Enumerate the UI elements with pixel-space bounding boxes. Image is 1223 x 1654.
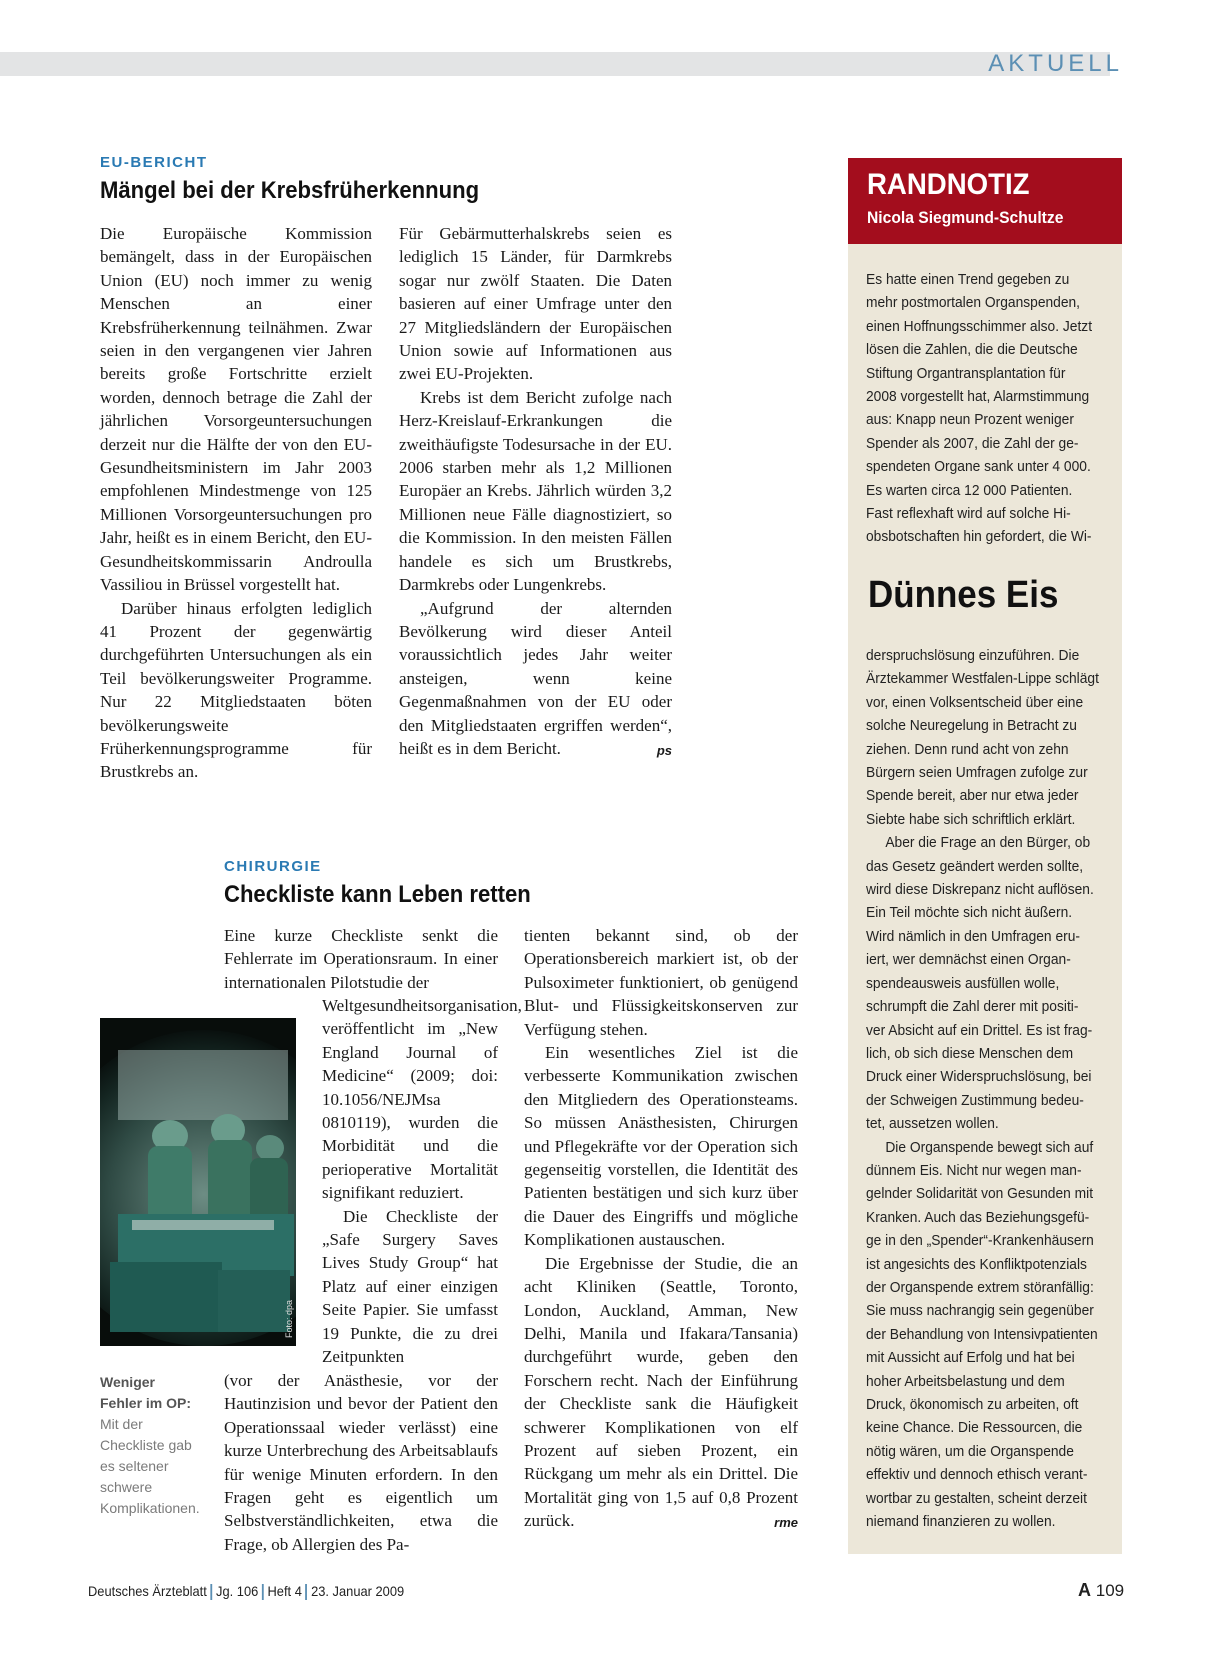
- article1-paragraph: Für Gebärmutterhalskrebs seien es lediglich 15 Länder, für Darmkrebs sogar nur zwölf Staaten. Die Daten basieren auf einer Umfrage unter den 27 Mitgliedsländern der Europäischen Union sowie auf Informationen aus zwei EU-Projekten.: [399, 224, 672, 384]
- article1-author-signature: ps: [656, 742, 672, 758]
- randnotiz-line: vor, einen Volksentscheid über eine: [866, 693, 1084, 711]
- randnotiz-line: spendeten Organe sank unter 4 000.: [866, 458, 1091, 476]
- randnotiz-line: das Gesetz geändert werden sollte,: [866, 857, 1084, 875]
- article1-paragraph: [399, 597, 672, 761]
- randnotiz-line: Aber die Frage an den Bürger, ob: [885, 834, 1091, 852]
- randnotiz-line: derspruchslösung einzuführen. Die: [866, 647, 1080, 664]
- randnotiz-line: Es warten circa 12 000 Patienten.: [866, 481, 1073, 499]
- randnotiz-line: Spende bereit, aber nur etwa jeder: [866, 787, 1079, 805]
- header-bar: [0, 52, 1110, 76]
- randnotiz-line: solche Neuregelung in Betracht zu: [866, 717, 1077, 735]
- article1-column-1: [100, 222, 372, 784]
- randnotiz-line: ist angesichts des Konfliktpotenzials: [866, 1255, 1087, 1273]
- randnotiz-line: iert, wer demnächst einen Organ-: [866, 951, 1071, 969]
- randnotiz-line: ziehen. Denn rund acht von zehn: [866, 740, 1069, 758]
- randnotiz-line: effektiv und dennoch ethisch verant-: [866, 1466, 1088, 1484]
- article2-column-2: [524, 924, 798, 1535]
- journal-name: Deutsches Ärzteblatt: [88, 1583, 207, 1599]
- article2-paragraph: [524, 1252, 798, 1533]
- journal-date: 23. Januar 2009: [311, 1583, 405, 1599]
- article2-column-1-wrap: [322, 994, 522, 1369]
- article2-paragraph: Eine kurze Checkliste senkt die Fehlerrate im Operationsraum. In einer internationalen Pilotstudie der: [224, 926, 498, 992]
- randnotiz-line: Druck, ökonomisch zu arbeiten, oft: [866, 1396, 1079, 1413]
- article1-kicker: EU-BERICHT: [100, 154, 208, 171]
- article1-paragraph: Die Europäische Kommission bemängelt, dass in der Europäischen Union (EU) noch immer zu wenig Menschen an einer Krebsfrüherkennung teilnähmen. Zwar seien in den vergangenen vier Jahren bereits große Fortschritte erzielt worden, dennoch betrage die Zahl der jährlichen Vorsorgeuntersuchungen derzeit nur die Hälfte der von den EU-Gesundheitsministern im Jahr 2003 empfohlenen Mindestmenge von 125 Millionen Vorsorgeuntersuchungen pro Jahr, heißt es in einem Bericht, den EU-Gesundheitskommissarin Androulla Vassiliou in Brüssel vorgestellt hat.: [100, 224, 372, 595]
- footer-divider: [306, 1584, 308, 1600]
- randnotiz-line: wird diese Diskrepanz nicht auflösen.: [866, 881, 1094, 899]
- randnotiz-line: der Organspende extrem störanfällig:: [866, 1278, 1094, 1296]
- article1-paragraph: Krebs ist dem Bericht zufolge nach Herz-Kreislauf-Erkrankungen die zweithäufigste Todesursache in der EU. 2006 starben mehr als 1,2 Millionen Europäer an Krebs. Jährlich würden 3,2 Millionen neue Fälle diagnostiziert, so die Kommission. In den meisten Fällen handele es sich um Brustkrebs, Darmkrebs oder Lungenkrebs.: [399, 387, 672, 595]
- randnotiz-line: ver Absicht auf ein Drittel. Es ist frag-: [866, 1021, 1093, 1039]
- randnotiz-line: niemand finanzieren zu wollen.: [866, 1513, 1056, 1531]
- randnotiz-line: Stiftung Organtransplantation für: [866, 364, 1066, 382]
- article2-kicker: CHIRURGIE: [224, 858, 322, 875]
- article2-column-1-bottom: [224, 1369, 498, 1556]
- randnotiz-line: Kranken. Auch das Beziehungsgefü-: [866, 1208, 1090, 1226]
- article2-headline: Checkliste kann Leben retten: [224, 881, 531, 908]
- randnotiz-line: tet, aussetzen wollen.: [866, 1115, 999, 1133]
- randnotiz-line: mehr postmortalen Organspenden,: [866, 294, 1081, 312]
- caption-text: Mit der Checkliste gab es seltener schwere Komplikationen.: [100, 1416, 200, 1516]
- randnotiz-line: Fast reflexhaft wird auf solche Hi-: [866, 505, 1071, 523]
- randnotiz-line: Druck einer Widerspruchslösung, bei: [866, 1068, 1092, 1086]
- randnotiz-line: der Schweigen Zustimmung bedeu-: [866, 1091, 1084, 1109]
- randnotiz-header: [848, 158, 1122, 244]
- section-label: AKTUELL: [988, 50, 1123, 77]
- randnotiz-line: ge in den „Spender“-Krankenhäusern: [866, 1232, 1094, 1250]
- randnotiz-headline: Dünnes Eis: [868, 574, 1059, 616]
- randnotiz-line: Siebte habe sich schriftlich erklärt.: [866, 810, 1076, 828]
- article1-last-paragraph-text: „Aufgrund der alternden Bevölkerung wird dieser Anteil voraussichtlich jedes Jahr weiter ansteigen, wenn keine Gegenmaßnahmen von der EU oder den Mitgliedstaaten ergriffen werden“, heißt es in dem Bericht.: [399, 598, 672, 758]
- journal-volume: Jg. 106: [216, 1583, 259, 1599]
- randnotiz-line: Bürgern seien Umfragen zufolge zur: [866, 764, 1088, 782]
- randnotiz-line: gelnder Solidarität von Gesunden mit: [866, 1185, 1094, 1203]
- randnotiz-author: Nicola Siegmund-Schultze: [867, 208, 1064, 227]
- article2-paragraph: Ein wesentliches Ziel ist die verbesserte Kommunikation zwischen den Mitgliedern des Operationsteams. So müssen Anästhesisten, Chirurgen und Pflegekräfte vor der Operation sich gegenseitig vorstellen, die Identität des Patienten bestätigen und sich kurz über die Dauer des Eingriffs und mögliche Komplikationen austauschen.: [524, 1043, 798, 1250]
- article1-headline: Mängel bei der Krebsfrüherkennung: [100, 177, 480, 204]
- randnotiz-line: Es hatte einen Trend gegeben zu: [866, 271, 1070, 288]
- randnotiz-line: Ärztekammer Westfalen-Lippe schlägt: [866, 670, 1099, 688]
- randnotiz-line: Wird nämlich in den Umfragen eru-: [866, 927, 1080, 945]
- randnotiz-line: schrumpft die Zahl derer mit positi-: [866, 998, 1079, 1016]
- randnotiz-line: obsbotschaften hin gefordert, die Wi-: [866, 528, 1092, 546]
- randnotiz-line: nötig wären, um die Organspende: [866, 1442, 1074, 1460]
- article2-author-signature: rme: [774, 1515, 798, 1531]
- page-number: [1078, 1580, 1124, 1601]
- caption-bold: Weniger Fehler im OP:: [100, 1374, 192, 1411]
- randnotiz-line: aus: Knapp neun Prozent weniger: [866, 411, 1074, 429]
- surgery-photo: [100, 1018, 296, 1346]
- article1-column-2: [399, 222, 672, 762]
- article1-paragraph: Darüber hinaus erfolgten lediglich 41 Prozent der gegenwärtig durchgeführten Untersuchungen als ein Teil bevölkerungsweiter Programme. Nur 22 Mitgliedstaaten böten bevölkerungsweite Früherkennungsprogramme für Brustkrebs an.: [100, 598, 372, 782]
- article2-column-1-top: [224, 924, 498, 994]
- article2-last-paragraph-text: Die Ergebnisse der Studie, die an acht Kliniken (Seattle, Toronto, London, Auckland, Amman, New Delhi, Manila und Ifakara/Tansania) durchgeführt wurde, geben den Forschern recht. Nach der Einführung der Checkliste sank die Häufigkeit schwerer Komplikationen von elf Prozent auf sieben Prozent, ein Rückgang um mehr als ein Drittel. Die Mortalität ging von 1,5 auf 0,8 Prozent zurück.: [524, 1253, 798, 1531]
- randnotiz-line: spendeausweis ausfüllen wolle,: [866, 974, 1060, 992]
- article2-paragraph: Weltgesundheitsorganisation, veröffentlicht im „New England Journal of Medicine“ (2009; doi: 10.1056/NEJMsa 0810119), wurden die Morbidität und die perioperative Mortalität signifikant reduziert.: [322, 996, 522, 1203]
- randnotiz-line: Spender als 2007, die Zahl der ge-: [866, 434, 1079, 452]
- footer-divider: [211, 1584, 213, 1600]
- article2-paragraph: Die Checkliste der „Safe Surgery Saves Lives Study Group“ hat Platz auf einer einzigen Seite Papier. Sie umfasst 19 Punkte, die zu drei Zeitpunkten: [322, 1206, 498, 1367]
- randnotiz-line: 2008 vorgestellt hat, Alarmstimmung: [866, 388, 1090, 406]
- randnotiz-line: einen Hoffnungsschimmer also. Jetzt: [866, 317, 1093, 335]
- randnotiz-line: mit Aussicht auf Erfolg und hat bei: [866, 1349, 1075, 1367]
- operating-room-illustration: [100, 1018, 296, 1346]
- randnotiz-line: lösen die Zahlen, die die Deutsche: [866, 341, 1078, 359]
- article2-paragraph: tienten bekannt sind, ob der Operationsbereich markiert ist, ob der Pulsoximeter funktioniert, ob genügend Blut- und Flüssigkeitskonserven zur Verfügung stehen.: [524, 926, 798, 1039]
- randnotiz-line: der Behandlung von Intensivpatienten: [866, 1325, 1098, 1343]
- footer-citation: [88, 1583, 404, 1600]
- page-number-value: 109: [1095, 1581, 1125, 1600]
- article2-paragraph: (vor der Anästhesie, vor der Hautinzision und bevor der Patient den Operationssaal wieder verlässt) eine kurze Unterbrechung des Arbeitsablaufs für wenige Minuten erfordern. In den Fragen geht es eigentlich um Selbstverständlichkeiten, etwa die Frage, ob Allergien des Pa-: [224, 1371, 498, 1554]
- randnotiz-title: RANDNOTIZ: [867, 168, 1030, 201]
- randnotiz-line: Die Organspende bewegt sich auf: [885, 1138, 1094, 1156]
- randnotiz-line: hoher Arbeitsbelastung und dem: [866, 1372, 1065, 1390]
- randnotiz-line: dünnem Eis. Nicht nur wegen man-: [866, 1161, 1082, 1179]
- page-prefix: A: [1078, 1580, 1091, 1600]
- randnotiz-line: lich, ob sich diese Menschen dem: [866, 1044, 1074, 1062]
- photo-caption: [100, 1372, 200, 1519]
- randnotiz-line: wortbar zu gestalten, scheint derzeit: [866, 1489, 1087, 1507]
- randnotiz-text-top: [866, 268, 1092, 549]
- randnotiz-text-bottom: [866, 644, 1099, 1533]
- footer-divider: [262, 1584, 264, 1600]
- photo-credit: Foto: dpa: [284, 1299, 294, 1338]
- randnotiz-line: Ein Teil möchte sich nicht äußern.: [866, 904, 1073, 922]
- randnotiz-line: keine Chance. Die Ressourcen, die: [866, 1419, 1083, 1437]
- journal-issue: Heft 4: [267, 1583, 302, 1599]
- randnotiz-line: Sie muss nachrangig sein gegenüber: [866, 1302, 1094, 1320]
